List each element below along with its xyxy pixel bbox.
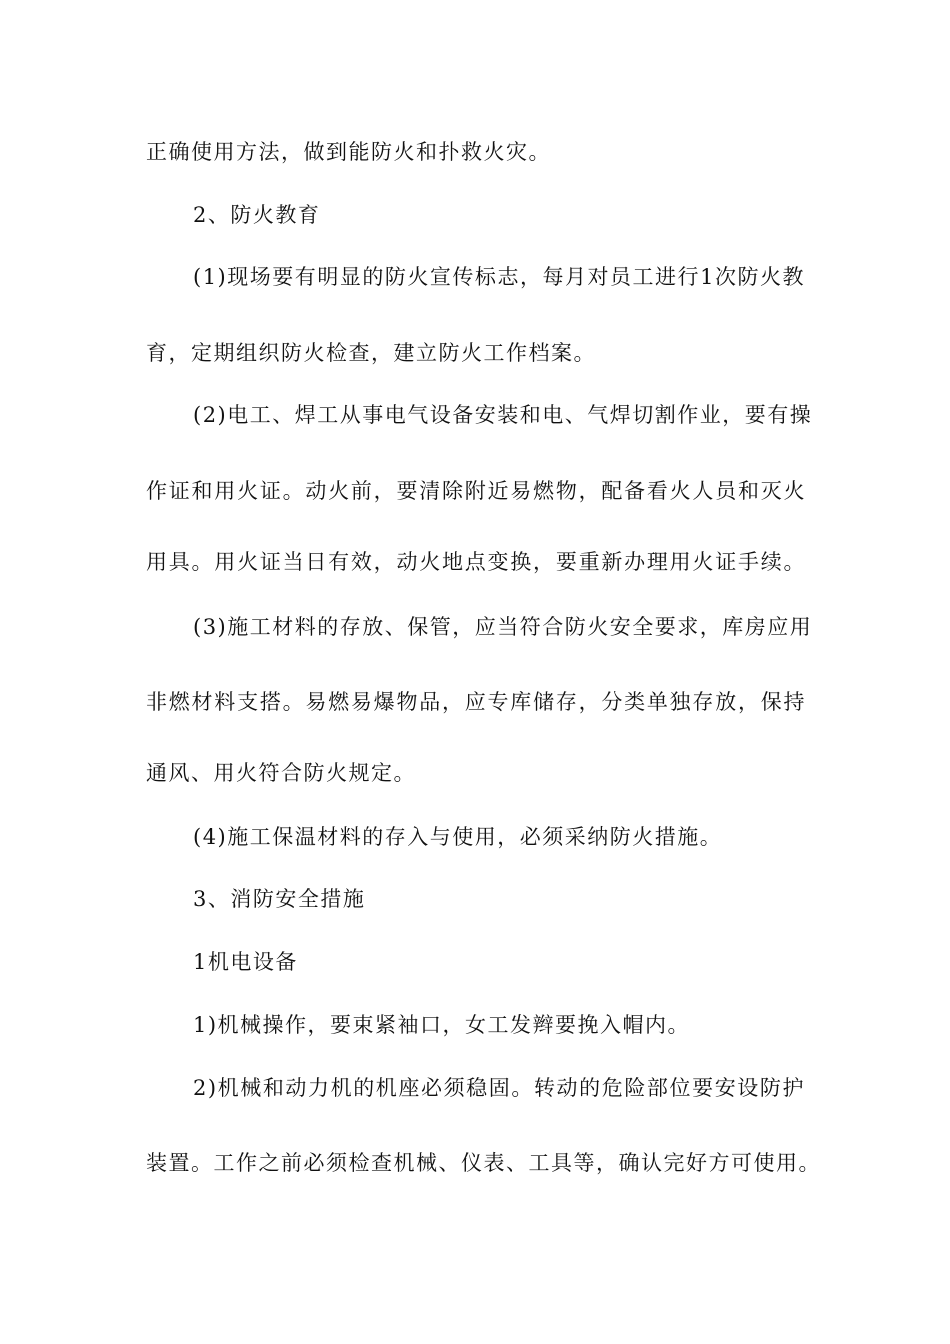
section-heading: 3、消防安全措施 bbox=[193, 887, 366, 911]
subsection-heading: 1机电设备 bbox=[193, 950, 298, 974]
section-heading: 2、防火教育 bbox=[193, 203, 321, 227]
paragraph-line: 通风、用火符合防火规定。 bbox=[146, 761, 416, 785]
paragraph-line: 装置。工作之前必须检查机械、仪表、工具等，确认完好方可使用。 bbox=[146, 1151, 821, 1175]
paragraph-line: 2)机械和动力机的机座必须稳固。转动的危险部位要安设防护 bbox=[193, 1076, 805, 1100]
paragraph-line: (2)电工、焊工从事电气设备安装和电、气焊切割作业，要有操 bbox=[193, 403, 813, 427]
paragraph-line: 育，定期组织防火检查，建立防火工作档案。 bbox=[146, 341, 596, 365]
paragraph-line: 作证和用火证。动火前，要清除附近易燃物，配备看火人员和灭火 bbox=[146, 479, 806, 503]
paragraph-line: 用具。用火证当日有效，动火地点变换，要重新办理用火证手续。 bbox=[146, 550, 806, 574]
paragraph-line: 正确使用方法，做到能防火和扑救火灾。 bbox=[146, 140, 551, 164]
paragraph-line: 非燃材料支搭。易燃易爆物品，应专库储存，分类单独存放，保持 bbox=[146, 690, 806, 714]
paragraph-line: 1)机械操作，要束紧袖口，女工发辫要挽入帽内。 bbox=[193, 1013, 691, 1037]
paragraph-line: (4)施工保温材料的存入与使用，必须采纳防火措施。 bbox=[193, 825, 723, 849]
paragraph-line: (3)施工材料的存放、保管，应当符合防火安全要求，库房应用 bbox=[193, 615, 813, 639]
paragraph-line: (1)现场要有明显的防火宣传标志，每月对员工进行1次防火教 bbox=[193, 265, 805, 289]
